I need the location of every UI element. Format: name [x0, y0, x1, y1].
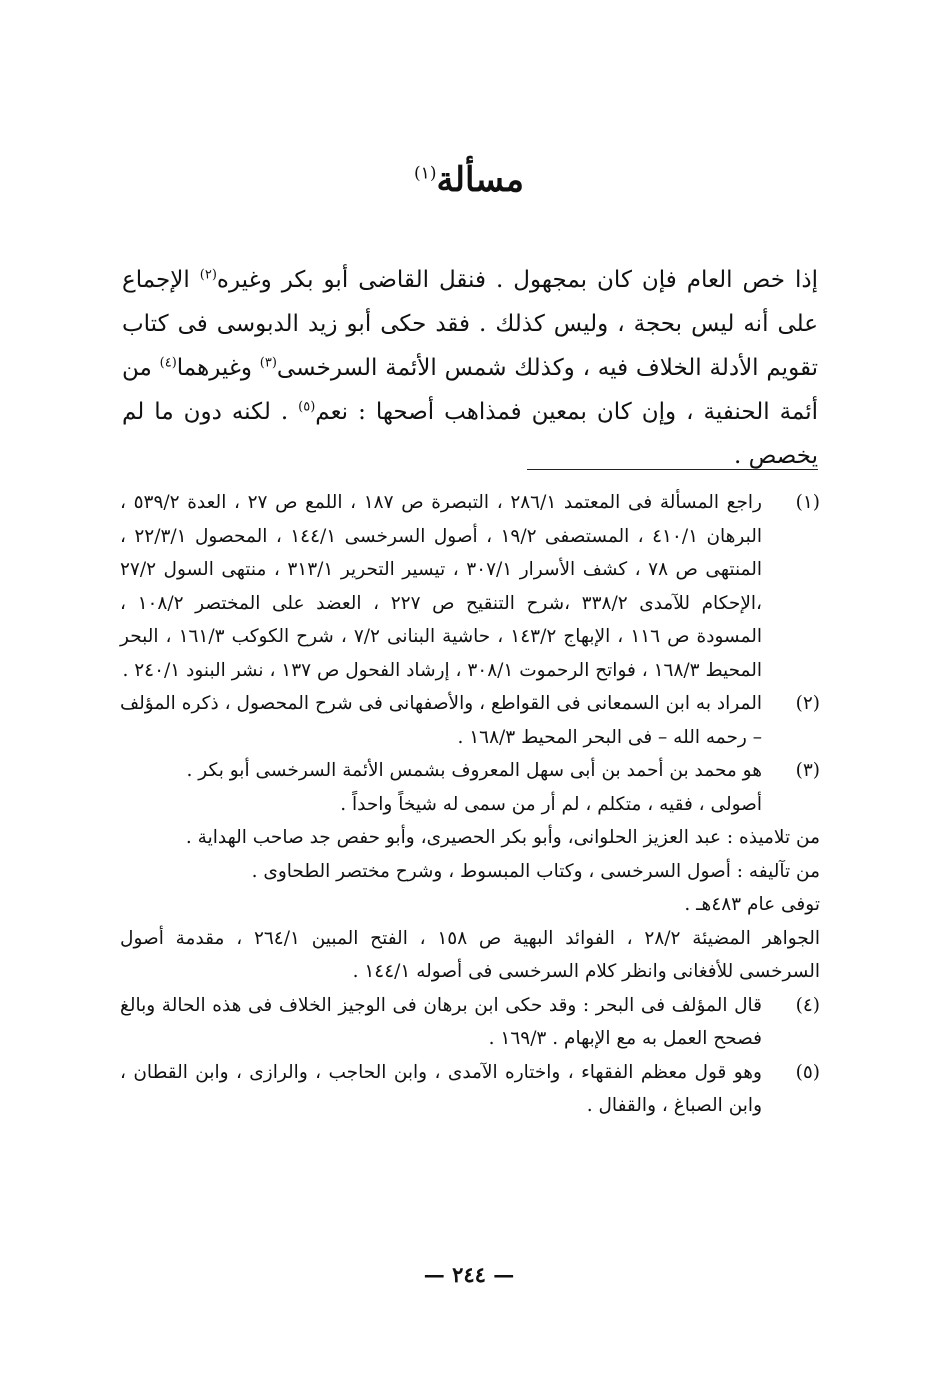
paragraph-segment: إذا خص العام فإن كان بمجهول . فنقل القاضى أبو بكر وغيره	[216, 267, 818, 293]
footnote-marker: (٤)	[159, 355, 177, 371]
footnote-separator	[527, 469, 818, 470]
paragraph-segment: الإجماع على أنه ليس بحجة ، وليس كذلك . فقد حكى أبو زيد الدبوسى فى كتاب تقويم الأدلة الخلاف فيه ، وكذلك شمس الأئمة السرخسى	[122, 267, 818, 381]
footnote-line: هو محمد بن أحمد بن أبى سهل المعروف بشمس الأئمة السرخسى أبو بكر .	[186, 760, 762, 781]
footnote-text	[120, 687, 762, 754]
footnote-sources: الجواهر المضيئة ٢٨/٢ ، الفوائد البهية ص ١٥٨ ، الفتح المبين ٢٦٤/١ ، مقدمة أصول السرخسى للأفغانى وانظر كلام السرخسى فى أصوله ١٤٤/١ .	[120, 927, 820, 982]
footnote-line: المراد به ابن السمعانى فى القواطع ، والأصفهانى فى شرح المحصول ، ذكره المؤلف – رحمه الله – فى البحر المحيط ١٦٨/٣ .	[120, 693, 762, 748]
footnote-line: من تلاميذه : عبد العزيز الحلوانى، وأبو بكر الحصيرى، وأبو حفص جد صاحب الهداية .	[185, 827, 820, 848]
footnote-line: قال المؤلف فى البحر : وقد حكى ابن برهان فى الوجيز الخلاف فى هذه الحالة وبالغ فصحح العمل به مع الإبهام . ١٦٩/٣ .	[120, 994, 762, 1049]
footnote-text	[120, 1056, 762, 1123]
footnote-2	[120, 687, 820, 754]
footnote-text	[120, 989, 762, 1056]
footnote-5	[120, 1056, 820, 1123]
footnote-line: توفى عام ٤٨٣هـ .	[684, 894, 820, 915]
title-footnote-marker: (١)	[414, 163, 437, 184]
footnote-number: (٣)	[795, 760, 820, 781]
footnote-number: (٤)	[795, 994, 820, 1016]
title-text: مسألة	[436, 160, 524, 200]
paragraph-segment: وغيرهما	[176, 355, 260, 381]
footnote-3	[120, 754, 820, 821]
footnote-line: أصولى ، فقيه ، متكلم ، لم أر من سمى له شيخاً واحداً .	[340, 793, 762, 815]
footnote-number: (٥)	[795, 1061, 820, 1083]
footnotes-section	[120, 486, 820, 1123]
footnote-number: (١)	[795, 492, 820, 513]
footnote-line: راجع المسألة فى المعتمد ٢٨٦/١ ، التبصرة ص ١٨٧ ، اللمع ص ٢٧ ، العدة ٥٣٩/٢ ، البرهان ٤١٠/١ ، المستصفى ١٩/٢ ، أصول السرخسى ١٤٤/١ ، المحصول ٢٢/٣/١ ، المنتهى ص ٧٨ ، كشف الأسرار ٣٠٧/١ ، تيسير التحرير ٣١٣/١ ، منتهى السول ٢٧/٢ ،الإحكام للآمدى ٣٣٨/٢ ،شرح التنقيح ص ٢٢٧ ، العضد على المختصر ١٠٨/٢ ، المسودة ص ١١٦ ، الإبهاج ١٤٣/٢ ، حاشية البنانى ٧/٢ ، شرح الكوكب ١٦١/٣ ، البحر المحيط ١٦٨/٣ ، فواتح الرحموت ٣٠٨/١ ، إرشاد الفحول ص ١٣٧ ، نشر البنود ٢٤٠/١ .	[120, 492, 763, 681]
footnote-marker: (٢)	[199, 267, 217, 283]
footnote-marker: (٣)	[259, 355, 277, 371]
footnote-4	[120, 989, 820, 1056]
footnote-3-continuation	[120, 821, 820, 989]
footnote-line: من تآليفه : أصول السرخسى ، وكتاب المبسوط ، وشرح مختصر الطحاوى .	[251, 860, 820, 882]
footnote-marker: (٥)	[298, 399, 316, 415]
paragraph-segment: . لكنه دون ما لم يخصص .	[122, 399, 818, 469]
footnote-text	[120, 486, 762, 687]
footnote-line: وهو قول معظم الفقهاء ، واختاره الآمدى ، وابن الحاجب ، والرازى ، وابن القطان ، وابن الصباغ ، والقفال .	[120, 1061, 762, 1116]
footnote-1	[120, 486, 820, 687]
footnote-text	[120, 754, 762, 821]
page-number: — ٢٤٤ —	[423, 1262, 515, 1287]
paragraph-segment: من أئمة الحنفية ، وإن كان بمعين فمذاهب أصحها : نعم	[122, 355, 819, 425]
footnote-number: (٢)	[795, 693, 820, 714]
main-paragraph	[122, 258, 818, 478]
page-title	[0, 160, 938, 200]
